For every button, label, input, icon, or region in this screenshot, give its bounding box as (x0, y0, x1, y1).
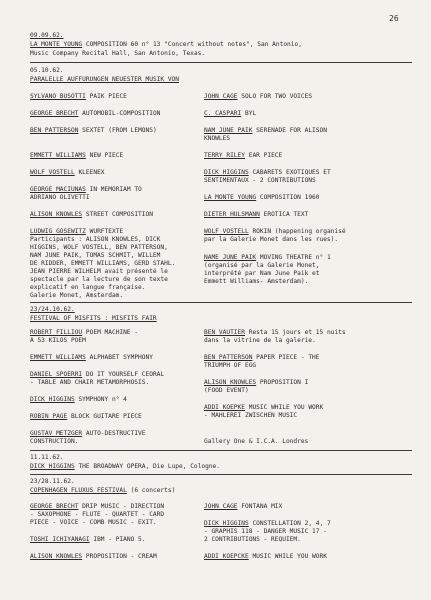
program-item (204, 379, 308, 387)
work-title: EAR PIECE (248, 152, 283, 159)
artist-name: TOSHI ICHIYANAGI (30, 536, 90, 543)
artist-name: ALISON KNOWLES (30, 211, 83, 218)
work-title: ALPHABET SYMPHONY (89, 354, 153, 361)
participants-line: DE RIDDER, EMMETT WILLIAMS, GERD STAHL. (30, 260, 176, 267)
program-item (30, 169, 105, 177)
program-item (30, 110, 160, 118)
artist-name: GEORGE BRECHT (30, 503, 79, 510)
work-title-cont: SENTIMENTAUX - 2 CONTRIBUTIONS (204, 177, 316, 184)
program-item (30, 152, 123, 160)
program-item (30, 228, 123, 236)
event-heading (30, 487, 175, 495)
work-title: CABARETS EXOTIQUES ET (252, 169, 331, 176)
program-item (30, 553, 157, 561)
artist-name: EMMETT WILLIAMS (30, 152, 86, 159)
work-title: FONTANA MIX (241, 503, 283, 510)
artist-name: JOHN CAGE (204, 93, 238, 100)
program-item (30, 354, 153, 362)
artist-name: GEORGE BRECHT (30, 110, 79, 117)
artist-name: ROBIN PAGE (30, 413, 68, 420)
program-item (30, 396, 127, 404)
work-title: NEW PIECE (89, 152, 124, 159)
work-title-cont: - GRAPHIS 118 - DANGER MUSIC 17 - (204, 528, 327, 535)
work-title: IN MEMORIAM TO (89, 186, 142, 193)
program-item (30, 371, 164, 379)
artist-name: BEN PATTERSON (30, 127, 79, 134)
section-divider (30, 474, 412, 475)
work-title: PAIK PIECE (89, 93, 127, 100)
work-title-cont: (FOOD EVENT) (204, 387, 249, 394)
work-title-cont: - TABLE AND CHAIR METAMORPHOSIS. (30, 379, 150, 386)
work-title-cont: CONSTRUCTION. (30, 438, 79, 445)
artist-name: BEN VAUTIER (204, 329, 245, 336)
work-title: PROPOSITION - CREAM (85, 553, 157, 560)
section-divider (30, 302, 412, 303)
section-divider (30, 450, 412, 451)
program-item (204, 254, 331, 262)
artist-name: ALISON KNOWLES (30, 553, 83, 560)
artist-name: C. CASPARI (204, 110, 242, 117)
program-item (204, 503, 282, 511)
program-item (204, 553, 327, 561)
work-title: SOLO FOR TWO VOICES (241, 93, 313, 100)
program-item (204, 169, 331, 177)
artist-name: DICK HIGGINS (204, 169, 249, 176)
artist-name: JOHN CAGE (204, 503, 238, 510)
participants-line: NAM JUNE PAIK, TOMAS SCHMIT, WILLEM (30, 252, 161, 259)
artist-name: DICK HIGGINS (30, 396, 75, 403)
program-item (30, 93, 127, 101)
work-title-cont: interprété par Nam June Paik et (204, 270, 320, 277)
entry-text (30, 41, 302, 49)
program-item (204, 404, 323, 412)
participants-line: Participants : ALISON KNOWLES, DICK (30, 236, 161, 243)
event-note: (6 concerts) (130, 487, 176, 494)
entry-date: 11.11.62. (30, 454, 64, 461)
program-item (204, 127, 327, 135)
artist-name: WOLF VOSTELL (30, 169, 75, 176)
program-item (30, 413, 142, 421)
artist-name: GUSTAV METZGER (30, 430, 83, 437)
entry-date: 23/24.10.62. (30, 306, 75, 313)
program-item (204, 194, 320, 202)
participants-line: JEAN PIERRE WILHELM avait présenté le (30, 268, 168, 275)
artist-name: NAME JUNE PAIK (204, 254, 257, 261)
program-item (204, 211, 308, 219)
work-title: BLOCK GUITARE PIECE (71, 413, 142, 420)
entry-text-cont: Music Company Recital Hall, San Antonio, Texas. (30, 50, 206, 57)
program-item (204, 329, 346, 337)
artist-name: WOLF VOSTELL (204, 228, 249, 235)
work-title: CONSTELLATION 2, 4, 7 (252, 520, 331, 527)
work-title-cont: par la Galerie Monet dans les rues). (204, 236, 339, 243)
work-title-cont: dans la vitrine de la galerie. (204, 337, 316, 344)
work-title-cont: Emmett Williams- Amsterdam). (204, 278, 309, 285)
work-title: PAPER PIECE - THE (256, 354, 320, 361)
work-title-cont: (organisé par la Galerie Monet, (204, 262, 320, 269)
entry-date: 09.09.62. (30, 32, 64, 39)
event-title: PARALELLE AUFFURUNGEN NEUESTER MUSIK VON (30, 76, 180, 83)
entry-date: 23/28.11.62. (30, 478, 75, 485)
program-item (30, 127, 157, 135)
work-title: AUTOMOBIL-COMPOSITION (82, 110, 161, 117)
work-title: BYL (245, 110, 257, 117)
program-item (30, 186, 142, 194)
program-item (30, 503, 164, 511)
program-item (204, 93, 312, 101)
program-item (204, 354, 320, 362)
participants-line: HIGGINS, WOLF VOSTELL, BEN PATTERSON, (30, 244, 168, 251)
work-title-cont: PIECE - VOICE - COMB MUSIC - EXIT. (30, 519, 157, 526)
work-title: POEM MACHINE - (85, 329, 139, 336)
artist-name: ALISON KNOWLES (204, 379, 257, 386)
entry-text (30, 463, 220, 471)
participants-line: spectacle par la lecture de son texte (30, 276, 168, 283)
work-title: SYMPHONY n° 4 (78, 396, 127, 403)
entry-date: 05.10.62. (30, 67, 64, 74)
work-title-cont: - SAXOPHONE - FLUTE - QUARTET - CARD (30, 511, 165, 518)
work-title: STREET COMPOSITION (85, 211, 153, 218)
program-item (30, 211, 153, 219)
artist-name: DANIEL SPOERRI (30, 371, 83, 378)
work-title: WURFTEXTE (89, 228, 124, 235)
work-title: MUSIC WHILE YOU WORK (248, 404, 324, 411)
work-title: MUSIC WHILE YOU WORK (252, 553, 327, 560)
participants-line: explicatif en langue française. (30, 284, 146, 291)
artist-name: GEORGE MACIUNAS (30, 186, 86, 193)
artist-name: LUDWIG GOSEWITZ (30, 228, 86, 235)
work-title: COMPOSITION 1960 (259, 194, 320, 201)
artist-name: ADDI KOEPCKE (204, 553, 249, 560)
work-title: PROPOSITION I (259, 379, 309, 386)
work-title: THE BROADWAY OPERA, Die Lupe, Cologne. (78, 463, 220, 470)
program-item (204, 110, 256, 118)
artist-name: DICK HIGGINS (204, 520, 249, 527)
program-item (30, 430, 146, 438)
work-title-cont: TRIUMPH OF EGG (204, 362, 257, 369)
work-title: AUTO-DESTRUCTIVE (85, 430, 146, 437)
work-title-cont: ADRIANO OLIVETTI (30, 194, 90, 201)
artist-name: SYLVANO BUSOTTI (30, 93, 86, 100)
work-title: Resta 15 jours et 15 nuits (248, 329, 346, 336)
artist-name: EMMETT WILLIAMS (30, 354, 86, 361)
artist-name: DICK HIGGINS (30, 463, 75, 470)
work-title: DRIP MUSIC - DIRECTION (82, 503, 165, 510)
work-title: ROKIN (happening organisé (252, 228, 346, 235)
work-title-cont: A 53 KILOS POEM (30, 337, 86, 344)
venue-text: Gallery One & I.C.A. Londres (204, 438, 309, 445)
artist-name: LA MONTE YOUNG (30, 41, 83, 48)
artist-name: NAM JUNE PAIK (204, 127, 253, 134)
program-item (204, 152, 282, 160)
program-item (30, 329, 138, 337)
work-title: DO IT YOURSELF CEORAL (85, 371, 165, 378)
work-title: SERENADE FOR ALISON (256, 127, 327, 134)
artist-name: DIETER HULSMANN (204, 211, 260, 218)
work-title: MOVING THEATRE n° 1 (259, 254, 331, 261)
program-item (30, 536, 146, 544)
work-title: EROTICA TEXT (263, 211, 309, 218)
event-title: COPENHAGEN FLUXUS FESTIVAL (30, 487, 127, 494)
artist-name: LA MONTE YOUNG (204, 194, 257, 201)
work-title: IBM - PIANO 5. (93, 536, 146, 543)
artist-name: TERRY RILEY (204, 152, 245, 159)
program-item (204, 228, 346, 236)
work-title-cont: - MAHLEREI ZWISCHEN MUSIC (204, 412, 298, 419)
program-item (204, 520, 331, 528)
artist-name: ROBERT FILLIOU (30, 329, 83, 336)
event-title: FESTIVAL OF MISFITS : MISFITS FAIR (30, 315, 157, 322)
work-title: COMPOSITION 60 n° 13 "Concert without notes", San Antonio, (85, 41, 302, 48)
artist-name: ADDI KOEPKE (204, 404, 245, 411)
work-title: SEXTET (FROM LEMONS) (82, 127, 157, 134)
work-title: KLEENEX (78, 169, 105, 176)
work-title-cont: 2 CONTRIBUTIONS - REQUIEM. (204, 536, 301, 543)
participants-line: Galerie Monet, Amsterdam. (30, 292, 124, 299)
section-divider (30, 62, 412, 63)
artist-name: BEN PATTERSON (204, 354, 253, 361)
work-title-cont: KNOWLES (204, 135, 231, 142)
page-number: 26 (389, 14, 399, 23)
